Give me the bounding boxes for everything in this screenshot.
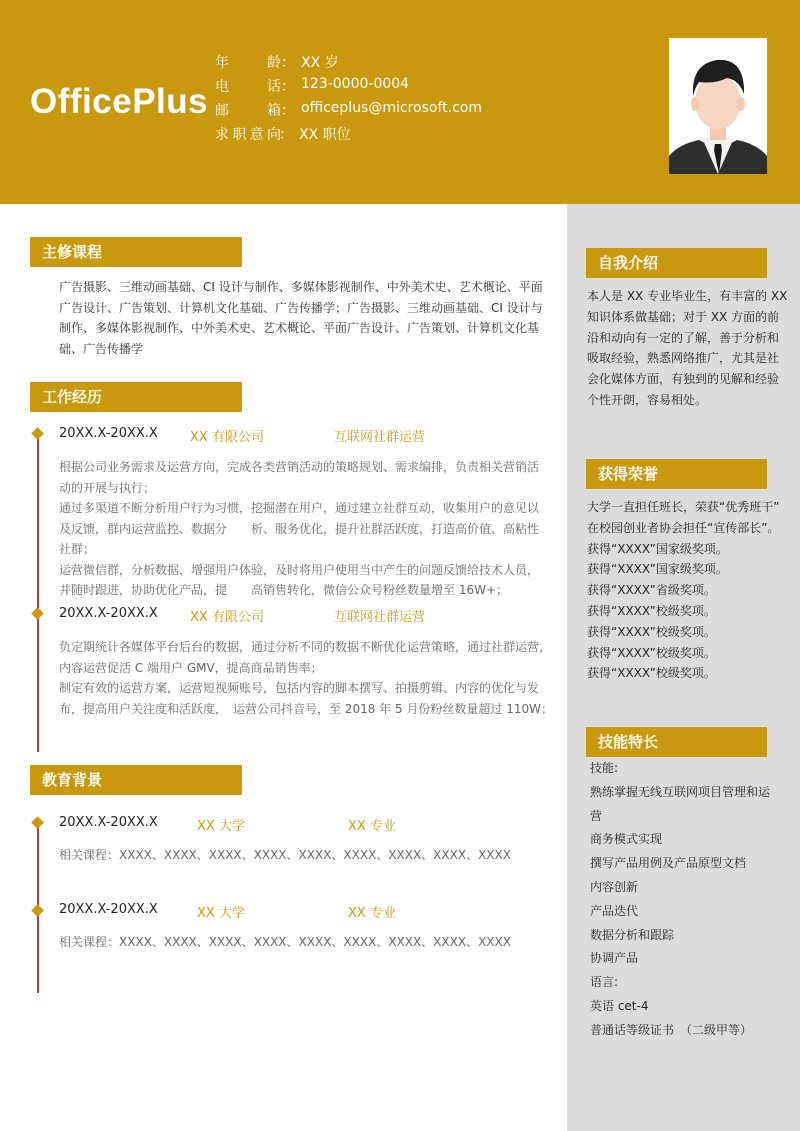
section-title-skills: 技能特长 (586, 727, 767, 757)
work-date: 20XX.X-20XX.X (59, 606, 158, 621)
info-row-intent: 求 职 意 向 ： XX 职位 (215, 124, 482, 148)
education-major: XX 专业 (348, 819, 396, 834)
work-role: 互联网社群运营 (334, 610, 426, 625)
timeline-marker-icon (31, 427, 44, 440)
personal-info (215, 52, 482, 148)
education-school: XX 大学 (197, 819, 245, 834)
education-school: XX 大学 (197, 906, 245, 921)
avatar-icon (669, 38, 767, 174)
info-label: 求 职 意 向 (215, 127, 281, 143)
info-row-age: 年 龄 ： XX 岁 (215, 52, 482, 76)
courses-text: 广告摄影、三维动画基础、CI 设计与制作、多媒体影视制作、中外美术史、艺术概论、平面 广告设计、广告策划、计算机文化基础、广告传播学；广告摄影、三维动画基础、CI 设计与 制作、多媒体影视制作、中外美术史、艺术概论、平面广告设计、广告策划、计算机文化基 础、广告传播学 (59, 280, 543, 356)
avatar-photo (669, 38, 767, 174)
education-date: 20XX.X-20XX.X (59, 902, 158, 917)
info-value: XX 岁 (301, 55, 339, 71)
section-title-work: 工作经历 (30, 382, 242, 412)
education-date: 20XX.X-20XX.X (59, 815, 158, 830)
name-title: OfficePlus (30, 82, 209, 121)
education-courses: 相关课程：XXXX、XXXX、XXXX、XXXX、XXXX、XXXX、XXXX、XXXX、XXXX (59, 935, 511, 949)
info-value: XX 职位 (299, 127, 351, 143)
timeline-marker-icon (31, 904, 44, 917)
section-title-courses: 主修课程 (30, 237, 242, 267)
honors-list: 大学一直担任班长，荣获“优秀班干” 在校园创业者协会担任“宣传部长”。 获得“XXXX”国家级奖项。 获得“XXXX”国家级奖项。 获得“XXXX”省级奖项。 获得“XXXX”校级奖项。 获得“XXXX”校级奖项。 获得“XXXX”校级奖项。 获得“XXXX”校级奖项。 (587, 500, 780, 681)
work-description: 根据公司业务需求及运营方向，完成各类营销活动的策略规划、需求编排，负责相关营销活 动的开展与执行； 通过多渠道不断分析用户行为习惯，挖掘潜在用户，通过建立社群互动，收集用户的意见以 及反馈，群内运营监控、数据分 析、服务优化，提升社群活跃度，打造高价值、高粘性 社群； 运营微信群，分析数据，增强用户体验，及时将用户使用当中产生的问题反馈给技术人员， 并随时跟进，协助优化产品，提 高销售转化，微信公众号粉丝数量增至 16W+； (59, 460, 540, 597)
section-title-education: 教育背景 (30, 765, 242, 795)
education-major: XX 专业 (348, 906, 396, 921)
work-company: XX 有限公司 (190, 610, 264, 625)
timeline-marker-icon (31, 816, 44, 829)
info-value: officeplus@microsoft.com (301, 100, 482, 116)
header-banner (0, 0, 800, 204)
info-label: 邮 箱 (215, 103, 281, 119)
timeline-marker-icon (31, 607, 44, 620)
section-title-about: 自我介绍 (586, 248, 767, 278)
info-label: 年 龄 (215, 55, 281, 71)
work-date: 20XX.X-20XX.X (59, 426, 158, 441)
info-label: 电 话 (215, 79, 281, 95)
info-row-phone: 电 话 ： 123-0000-0004 (215, 76, 482, 100)
work-timeline (37, 434, 39, 752)
about-text: 本人是 XX 专业毕业生，有丰富的 XX 知识体系做基础；对于 XX 方面的前 沿和动向有一定的了解，善于分析和 吸取经验，熟悉网络推广，尤其是社 会化媒体方面，有独到的见解和经验 个性开朗，容易相处。 (587, 289, 788, 407)
info-row-email: 邮 箱 ： officeplus@microsoft.com (215, 100, 482, 124)
skills-list: 技能: 熟练掌握无线互联网项目管理和运 营 商务模式实现 撰写产品用例及产品原型文档 内容创新 产品迭代 数据分析和跟踪 协调产品 语言: 英语 cet-4 普通话等级证书 （二级甲等） (590, 761, 771, 1037)
work-description: 负定期统计各媒体平台后台的数据，通过分析不同的数据不断优化运营策略，通过社群运营， 内容运营促活 C 端用户 GMV，提高商品销售率； 制定有效的运营方案，运营短视频账号，包括内容的脚本撰写、拍摄剪辑、内容的优化与发 布，提高用户关注度和活跃度， 运营公司抖音号，至 2018 年 5 月份粉丝数量超过 110W； (59, 640, 554, 716)
education-courses: 相关课程：XXXX、XXXX、XXXX、XXXX、XXXX、XXXX、XXXX、XXXX、XXXX (59, 848, 511, 862)
info-value: 123-0000-0004 (301, 76, 410, 92)
section-title-honors: 获得荣誉 (586, 459, 767, 489)
work-role: 互联网社群运营 (334, 430, 426, 445)
work-company: XX 有限公司 (190, 430, 264, 445)
